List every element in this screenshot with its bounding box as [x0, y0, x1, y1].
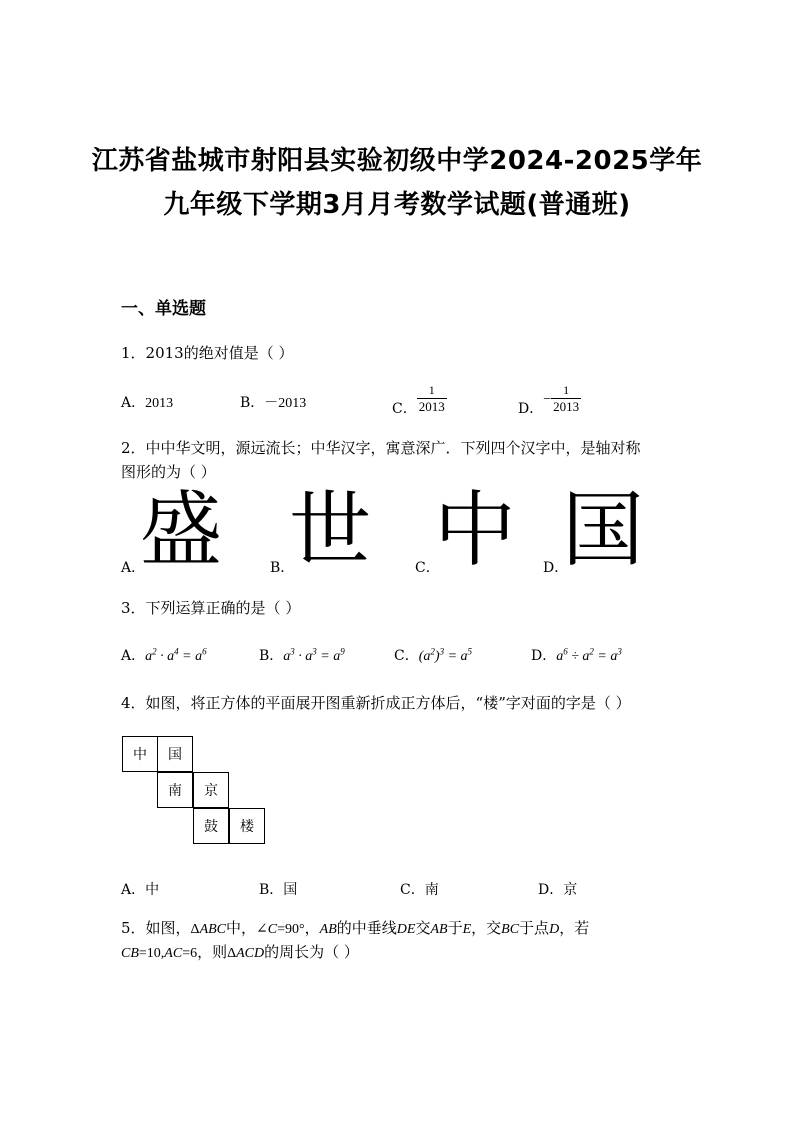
q5-stem-line-2: CB=10,AC=6，则ΔACD的周长为（ ） [121, 943, 359, 961]
option-label: A． [121, 395, 146, 411]
q2-option-c-label: C． [415, 560, 440, 576]
title-line-1: 江苏省盐城市射阳县实验初级中学2024-2025学年 [91, 146, 703, 176]
q3-option-a: A．$a^2 \cdot a^4 = a^6$ [121, 646, 207, 664]
option-value: －2013 [264, 396, 307, 411]
q1-option-d [518, 383, 581, 418]
fraction: $\frac{1}{2013}$ [553, 383, 580, 414]
q1-option-b [240, 392, 306, 412]
q2-option-d-label: D． [543, 560, 569, 576]
option-label: B． [240, 395, 265, 411]
q2-option-d-char: 国 [562, 483, 645, 578]
fraction: $\frac{1}{2013}$ [418, 383, 445, 414]
q2-stem-line-2: 图形的为（ ） [121, 463, 216, 481]
q2-option-a-label: A． [121, 560, 146, 576]
q2-option-c-char: 中 [434, 483, 517, 578]
q1-option-c [392, 383, 447, 418]
q3-option-d: D．$a^6 \div a^2 = a^3$ [531, 646, 622, 664]
option-label: C． [392, 401, 417, 417]
section-heading: 一、单选题 [121, 299, 206, 319]
net-cell: 楼 [229, 808, 265, 844]
minus-sign: − [543, 392, 552, 407]
q4-option-d: D．京 [538, 882, 578, 898]
q2-stem-line-1: 2．中中华文明，源远流长；中华汉字，寓意深广．下列四个汉字中，是轴对称 [121, 439, 641, 457]
net-cell: 国 [157, 736, 193, 772]
option-label: D． [531, 648, 557, 664]
q4-stem: 4．如图，将正方体的平面展开图重新折成正方体后，“楼”字对面的字是（ ） [121, 694, 631, 712]
net-cell: 南 [157, 772, 193, 808]
option-label: D． [518, 401, 544, 417]
option-label: C． [394, 648, 419, 664]
q3-stem: 3．下列运算正确的是（ ） [121, 599, 301, 617]
q2-option-a-char: 盛 [140, 483, 223, 578]
q4-option-c: C．南 [400, 882, 439, 898]
net-cell: 鼓 [193, 808, 229, 844]
net-cell: 中 [122, 736, 158, 772]
q1-stem: 1．2013的绝对值是（ ） [121, 344, 294, 362]
option-value: 2013 [145, 396, 174, 411]
q4-option-a: A．中 [121, 882, 160, 898]
q4-option-b: B．国 [259, 882, 298, 898]
option-label: B． [259, 648, 284, 664]
q2-option-b-char: 世 [289, 483, 372, 578]
q2-option-b-label: B． [270, 560, 295, 576]
q3-option-b: B．$a^3 \cdot a^3 = a^9$ [259, 646, 345, 664]
option-label: A． [121, 648, 146, 664]
q3-option-c: C．$(a^2)^3 = a^5$ [394, 646, 473, 664]
q1-option-a [121, 392, 173, 412]
q5-stem-line-1: 5．如图，ΔABC中，∠C=90°，AB的中垂线DE交AB于E，交BC于点D，若 [121, 919, 590, 937]
title-line-2: 九年级下学期3月月考数学试题(普通班) [163, 190, 631, 220]
net-cell: 京 [193, 772, 229, 808]
